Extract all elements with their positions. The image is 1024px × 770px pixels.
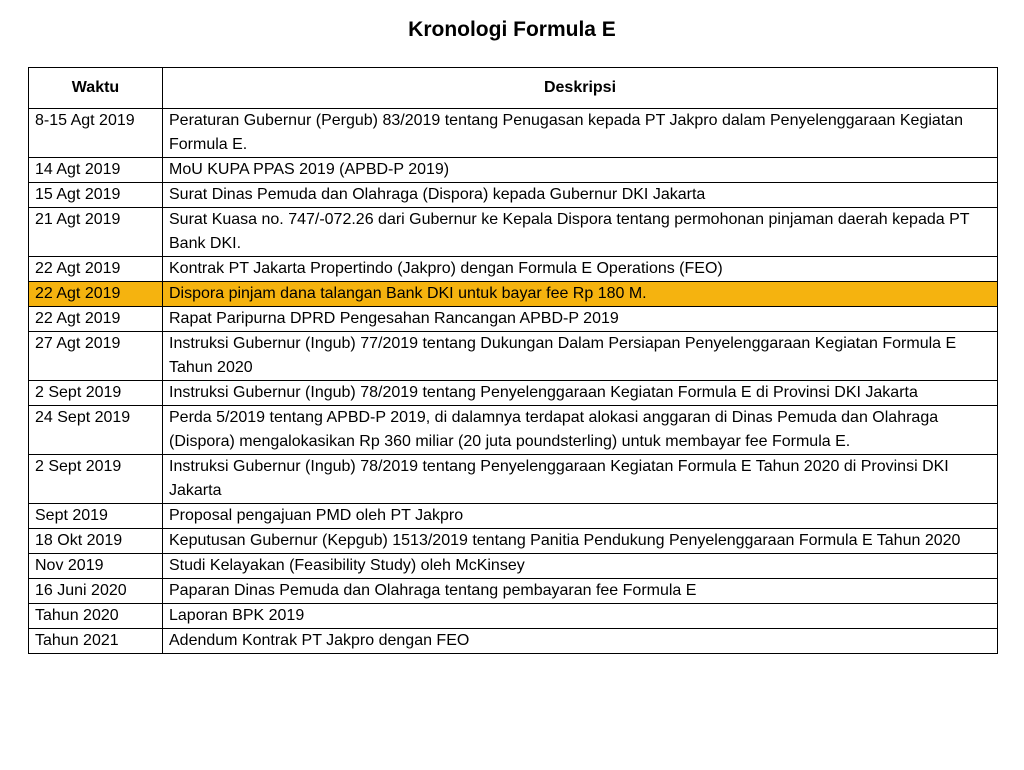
- cell-waktu: Tahun 2020: [29, 604, 163, 629]
- table-row: [29, 332, 998, 381]
- cell-waktu: 8-15 Agt 2019: [29, 109, 163, 158]
- cell-waktu: 22 Agt 2019: [29, 307, 163, 332]
- table-header-row: [29, 68, 998, 109]
- cell-deskripsi: Perda 5/2019 tentang APBD-P 2019, di dalamnya terdapat alokasi anggaran di Dinas Pemuda dan Olahraga (Dispora) mengalokasikan Rp 360 miliar (20 juta poundsterling) untuk membayar fee Formula E.: [163, 406, 998, 455]
- chronology-table: [28, 67, 998, 654]
- table-row: [29, 529, 998, 554]
- cell-waktu: 16 Juni 2020: [29, 579, 163, 604]
- cell-deskripsi: Kontrak PT Jakarta Propertindo (Jakpro) dengan Formula E Operations (FEO): [163, 257, 998, 282]
- cell-deskripsi: Studi Kelayakan (Feasibility Study) oleh McKinsey: [163, 554, 998, 579]
- header-waktu: Waktu: [29, 68, 163, 109]
- table-body: [29, 109, 998, 654]
- cell-deskripsi: Proposal pengajuan PMD oleh PT Jakpro: [163, 504, 998, 529]
- cell-deskripsi: Instruksi Gubernur (Ingub) 78/2019 tentang Penyelenggaraan Kegiatan Formula E di Provinsi DKI Jakarta: [163, 381, 998, 406]
- cell-waktu: Tahun 2021: [29, 629, 163, 654]
- cell-deskripsi: Surat Kuasa no. 747/-072.26 dari Gubernur ke Kepala Dispora tentang permohonan pinjaman daerah kepada PT Bank DKI.: [163, 208, 998, 257]
- cell-deskripsi: Keputusan Gubernur (Kepgub) 1513/2019 tentang Panitia Pendukung Penyelenggaraan Formula E Tahun 2020: [163, 529, 998, 554]
- cell-waktu: 15 Agt 2019: [29, 183, 163, 208]
- table-row: [29, 629, 998, 654]
- table-row: [29, 158, 998, 183]
- table-row: [29, 208, 998, 257]
- table-row: [29, 604, 998, 629]
- cell-deskripsi: Surat Dinas Pemuda dan Olahraga (Dispora) kepada Gubernur DKI Jakarta: [163, 183, 998, 208]
- cell-waktu: 27 Agt 2019: [29, 332, 163, 381]
- table-row: [29, 554, 998, 579]
- cell-waktu: 14 Agt 2019: [29, 158, 163, 183]
- table-row: [29, 257, 998, 282]
- cell-deskripsi: Paparan Dinas Pemuda dan Olahraga tentang pembayaran fee Formula E: [163, 579, 998, 604]
- table-row: [29, 109, 998, 158]
- cell-deskripsi: Peraturan Gubernur (Pergub) 83/2019 tentang Penugasan kepada PT Jakpro dalam Penyelenggaraan Kegiatan Formula E.: [163, 109, 998, 158]
- cell-waktu: Sept 2019: [29, 504, 163, 529]
- cell-waktu: 18 Okt 2019: [29, 529, 163, 554]
- cell-deskripsi: Dispora pinjam dana talangan Bank DKI untuk bayar fee Rp 180 M.: [163, 282, 998, 307]
- table-row: [29, 381, 998, 406]
- cell-deskripsi: Instruksi Gubernur (Ingub) 77/2019 tentang Dukungan Dalam Persiapan Penyelenggaraan Kegiatan Formula E Tahun 2020: [163, 332, 998, 381]
- cell-deskripsi: Laporan BPK 2019: [163, 604, 998, 629]
- table-row: [29, 307, 998, 332]
- cell-deskripsi: Instruksi Gubernur (Ingub) 78/2019 tentang Penyelenggaraan Kegiatan Formula E Tahun 2020 di Provinsi DKI Jakarta: [163, 455, 998, 504]
- cell-waktu: Nov 2019: [29, 554, 163, 579]
- cell-waktu: 21 Agt 2019: [29, 208, 163, 257]
- cell-waktu: 22 Agt 2019: [29, 282, 163, 307]
- cell-waktu: 24 Sept 2019: [29, 406, 163, 455]
- table-row: [29, 282, 998, 307]
- page-title: Kronologi Formula E: [408, 18, 616, 41]
- cell-deskripsi: Adendum Kontrak PT Jakpro dengan FEO: [163, 629, 998, 654]
- cell-waktu: 2 Sept 2019: [29, 455, 163, 504]
- table-row: [29, 504, 998, 529]
- cell-waktu: 22 Agt 2019: [29, 257, 163, 282]
- cell-deskripsi: MoU KUPA PPAS 2019 (APBD-P 2019): [163, 158, 998, 183]
- table-row: [29, 183, 998, 208]
- table-row: [29, 455, 998, 504]
- table-row: [29, 579, 998, 604]
- table-row: [29, 406, 998, 455]
- header-deskripsi: Deskripsi: [163, 68, 998, 109]
- cell-waktu: 2 Sept 2019: [29, 381, 163, 406]
- cell-deskripsi: Rapat Paripurna DPRD Pengesahan Rancangan APBD-P 2019: [163, 307, 998, 332]
